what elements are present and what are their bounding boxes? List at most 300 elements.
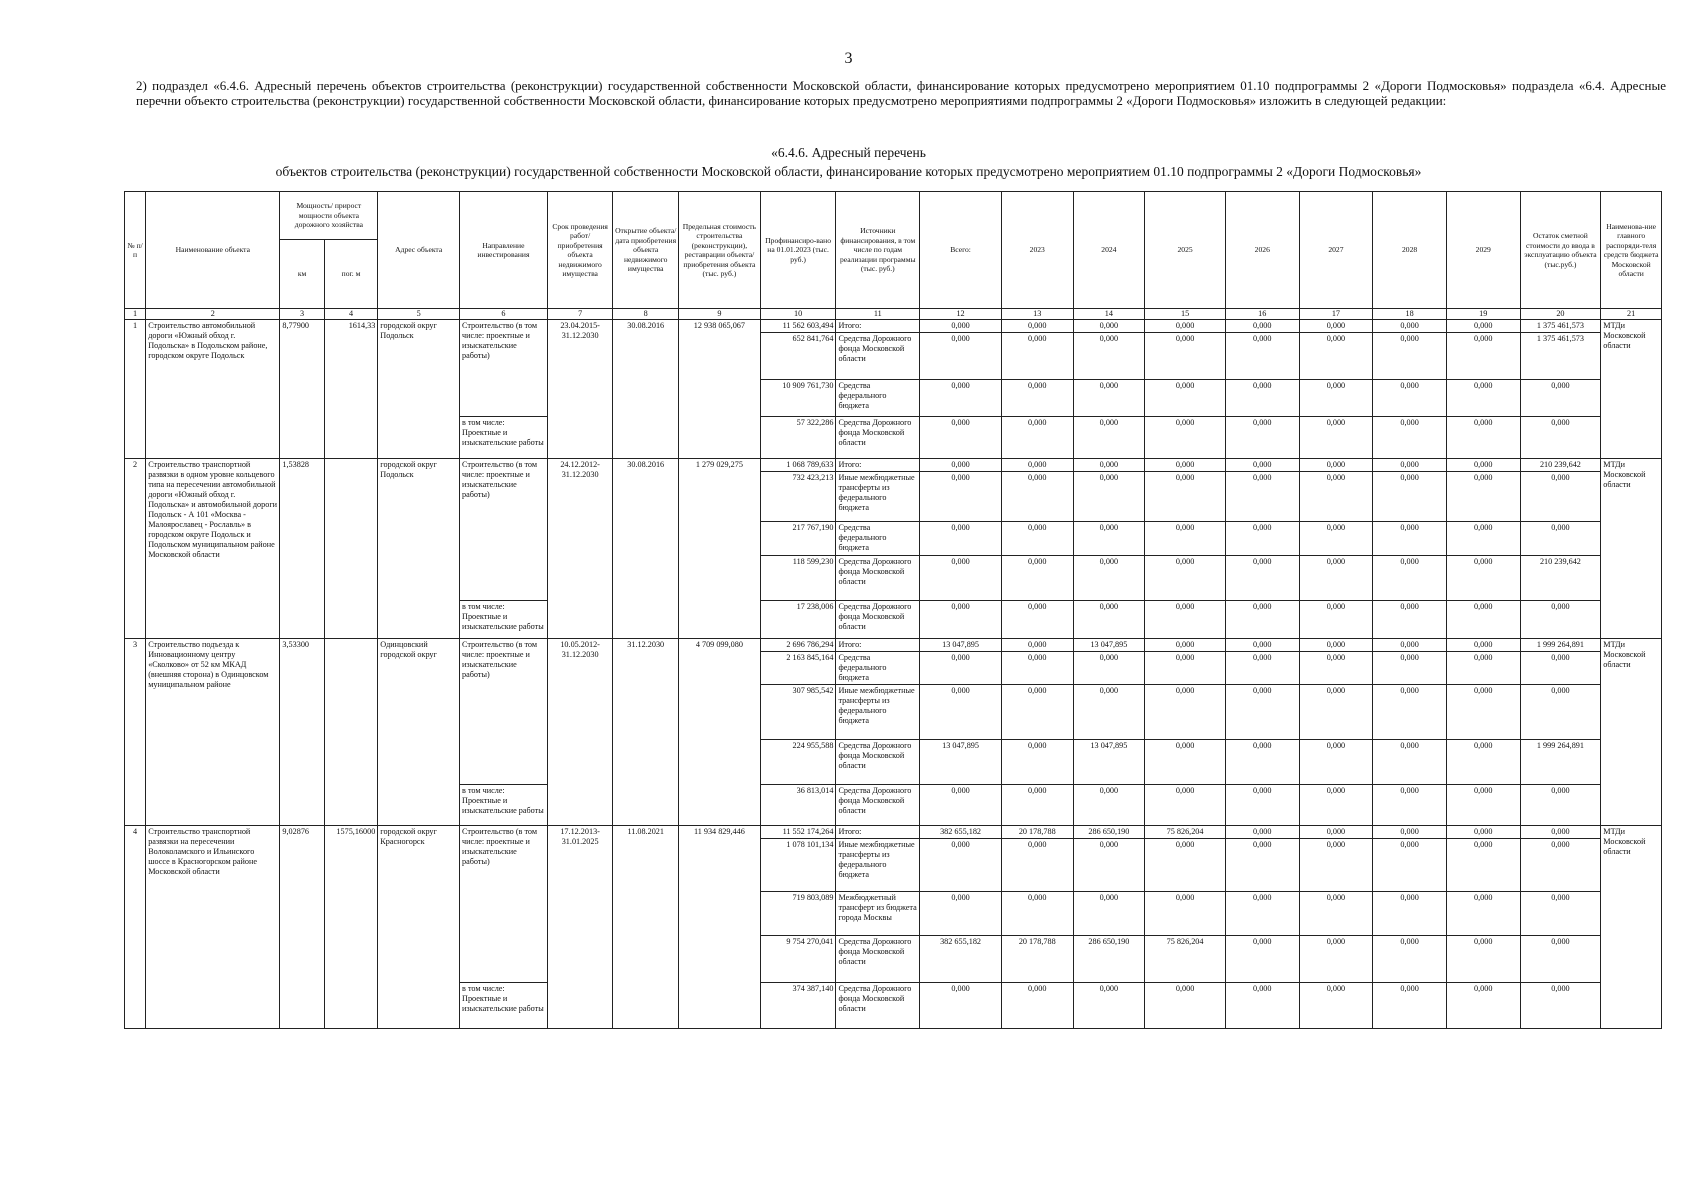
year-value: 0,000 <box>1073 472 1145 522</box>
object-km: 1,53828 <box>280 459 324 639</box>
header-2026: 2026 <box>1225 192 1299 309</box>
year-value: 0,000 <box>1299 839 1373 892</box>
financed-value: 17 238,006 <box>760 601 836 639</box>
object-number: 4 <box>125 826 146 1029</box>
year-value: 0,000 <box>1145 556 1226 601</box>
year-value: 0,000 <box>1001 522 1073 556</box>
year-value: 0,000 <box>1299 740 1373 785</box>
year-value: 0,000 <box>1373 472 1447 522</box>
year-value: 0,000 <box>1225 333 1299 380</box>
year-value: 0,000 <box>1446 380 1520 417</box>
year-value: 0,000 <box>1373 839 1447 892</box>
year-value: 13 047,895 <box>920 740 1002 785</box>
year-value: 0,000 <box>1446 333 1520 380</box>
year-value: 0,000 <box>1373 652 1447 685</box>
year-value: 0,000 <box>1145 740 1226 785</box>
financed-value: 118 599,230 <box>760 556 836 601</box>
financed-value: 11 562 603,494 <box>760 320 836 333</box>
column-number: 19 <box>1446 309 1520 320</box>
remainder-value: 0,000 <box>1520 417 1601 459</box>
column-number: 12 <box>920 309 1002 320</box>
object-direction: Строительство (в том числе: проектные и изыскательские работы) <box>460 459 548 601</box>
funding-source: Итого: <box>836 459 920 472</box>
year-value: 0,000 <box>1446 417 1520 459</box>
object-opening: 30.08.2016 <box>613 459 679 639</box>
table-row <box>125 639 1662 652</box>
funding-source: Итого: <box>836 826 920 839</box>
object-km: 9,02876 <box>280 826 324 1029</box>
column-number: 15 <box>1145 309 1226 320</box>
funding-source: Средства федерального бюджета <box>836 380 920 417</box>
column-number: 4 <box>324 309 378 320</box>
remainder-value: 1 999 264,891 <box>1520 639 1601 652</box>
year-value: 0,000 <box>1073 459 1145 472</box>
year-value: 0,000 <box>1373 601 1447 639</box>
header-2028: 2028 <box>1373 192 1447 309</box>
year-value: 0,000 <box>1373 320 1447 333</box>
header-financed: Профинансиро-вано на 01.01.2023 (тыс. руб.) <box>760 192 836 309</box>
page-number: 3 <box>844 50 853 67</box>
financed-value: 10 909 761,730 <box>760 380 836 417</box>
year-value: 0,000 <box>1299 459 1373 472</box>
table-row <box>125 826 1662 839</box>
header-2025: 2025 <box>1145 192 1226 309</box>
financed-value: 9 754 270,041 <box>760 936 836 983</box>
year-value: 0,000 <box>1225 685 1299 740</box>
column-number: 16 <box>1225 309 1299 320</box>
year-value: 0,000 <box>1145 320 1226 333</box>
financed-value: 224 955,588 <box>760 740 836 785</box>
object-manager: МТДи Московской области <box>1601 459 1662 639</box>
year-value: 0,000 <box>1373 639 1447 652</box>
header-total: Всего: <box>920 192 1002 309</box>
year-value: 0,000 <box>1145 333 1226 380</box>
year-value: 0,000 <box>1446 839 1520 892</box>
year-value: 0,000 <box>1299 417 1373 459</box>
remainder-value: 0,000 <box>1520 936 1601 983</box>
year-value: 0,000 <box>1299 333 1373 380</box>
header-num: № п/п <box>125 192 146 309</box>
object-opening: 30.08.2016 <box>613 320 679 459</box>
object-address: городской округ Красногорск <box>378 826 460 1029</box>
year-value: 0,000 <box>1373 556 1447 601</box>
year-value: 0,000 <box>1001 333 1073 380</box>
year-value: 0,000 <box>1073 320 1145 333</box>
header-remainder: Остаток сметной стоимости до ввода в эксплуатацию объекта (тыс.руб.) <box>1520 192 1601 309</box>
year-value: 0,000 <box>920 472 1002 522</box>
remainder-value: 0,000 <box>1520 685 1601 740</box>
year-value: 0,000 <box>1446 601 1520 639</box>
year-value: 0,000 <box>1073 685 1145 740</box>
year-value: 0,000 <box>1225 652 1299 685</box>
year-value: 0,000 <box>1145 459 1226 472</box>
financed-value: 307 985,542 <box>760 685 836 740</box>
year-value: 0,000 <box>920 320 1002 333</box>
object-cost: 4 709 099,080 <box>679 639 761 826</box>
funding-source: Средства федерального бюджета <box>836 652 920 685</box>
year-value: 0,000 <box>1001 685 1073 740</box>
year-value: 0,000 <box>1073 522 1145 556</box>
financed-value: 652 841,764 <box>760 333 836 380</box>
year-value: 0,000 <box>1446 685 1520 740</box>
year-value: 0,000 <box>920 785 1002 826</box>
object-sub-direction: в том числе: Проектные и изыскательские работы <box>460 983 548 1029</box>
financed-value: 2 163 845,164 <box>760 652 836 685</box>
year-value: 0,000 <box>1446 740 1520 785</box>
funding-source: Иные межбюджетные трансферты из федерального бюджета <box>836 839 920 892</box>
year-value: 0,000 <box>1001 380 1073 417</box>
year-value: 0,000 <box>1373 983 1447 1029</box>
header-pm: пог. м <box>324 240 378 309</box>
object-name: Строительство автомобильной дороги «Южный обход г. Подольска» в Подольском районе, городском округе Подольск <box>146 320 280 459</box>
year-value: 0,000 <box>1373 892 1447 936</box>
header-opening: Открытие объекта/ дата приобретения объекта недвижимого имущества <box>613 192 679 309</box>
year-value: 13 047,895 <box>1073 740 1145 785</box>
year-value: 0,000 <box>1299 652 1373 685</box>
year-value: 0,000 <box>1446 556 1520 601</box>
header-2024: 2024 <box>1073 192 1145 309</box>
year-value: 13 047,895 <box>920 639 1002 652</box>
header-capacity: Мощность/ прирост мощности объекта дорожного хозяйства <box>280 192 378 240</box>
column-number: 3 <box>280 309 324 320</box>
funding-source: Итого: <box>836 639 920 652</box>
object-direction: Строительство (в том числе: проектные и изыскательские работы) <box>460 826 548 983</box>
object-km: 3,53300 <box>280 639 324 826</box>
header-cost: Предельная стоимость строительства (реконструкции), реставрации объекта/ приобретения объекта (тыс. руб.) <box>679 192 761 309</box>
object-manager: МТДи Московской области <box>1601 639 1662 826</box>
remainder-value: 0,000 <box>1520 472 1601 522</box>
remainder-value: 210 239,642 <box>1520 459 1601 472</box>
year-value: 0,000 <box>1446 639 1520 652</box>
year-value: 0,000 <box>1145 785 1226 826</box>
year-value: 0,000 <box>1145 639 1226 652</box>
object-opening: 31.12.2030 <box>613 639 679 826</box>
year-value: 0,000 <box>1446 652 1520 685</box>
column-number: 10 <box>760 309 836 320</box>
funding-source: Средства Дорожного фонда Московской области <box>836 556 920 601</box>
year-value: 0,000 <box>920 459 1002 472</box>
column-number: 9 <box>679 309 761 320</box>
year-value: 0,000 <box>1001 652 1073 685</box>
year-value: 0,000 <box>1225 839 1299 892</box>
object-pm: 1575,16000 <box>324 826 378 1029</box>
year-value: 286 650,190 <box>1073 936 1145 983</box>
year-value: 0,000 <box>1225 380 1299 417</box>
object-name: Строительство подъезда к Инновационному центру «Сколково» от 52 км МКАД (внешняя сторона) в Одинцовском муниципальном районе <box>146 639 280 826</box>
year-value: 0,000 <box>1001 639 1073 652</box>
object-period: 24.12.2012-31.12.2030 <box>547 459 613 639</box>
year-value: 0,000 <box>1299 639 1373 652</box>
column-number: 8 <box>613 309 679 320</box>
table-row <box>125 459 1662 472</box>
year-value: 0,000 <box>1373 380 1447 417</box>
year-value: 0,000 <box>1145 380 1226 417</box>
year-value: 0,000 <box>1145 839 1226 892</box>
object-sub-direction: в том числе: Проектные и изыскательские работы <box>460 785 548 826</box>
remainder-value: 210 239,642 <box>1520 556 1601 601</box>
year-value: 0,000 <box>1446 826 1520 839</box>
column-number: 17 <box>1299 309 1373 320</box>
financed-value: 2 696 786,294 <box>760 639 836 652</box>
column-number: 21 <box>1601 309 1662 320</box>
remainder-value: 0,000 <box>1520 839 1601 892</box>
column-number: 14 <box>1073 309 1145 320</box>
year-value: 0,000 <box>1299 522 1373 556</box>
object-period: 23.04.2015-31.12.2030 <box>547 320 613 459</box>
funding-source: Иные межбюджетные трансферты из федерального бюджета <box>836 685 920 740</box>
year-value: 0,000 <box>1225 936 1299 983</box>
year-value: 0,000 <box>920 839 1002 892</box>
table-subtitle: объектов строительства (реконструкции) государственной собственности Московской области, финансирование которых предусмотрено мероприятием 01.10 подпрограммы 2 «Дороги Подмосковья» <box>275 164 1422 179</box>
column-number: 5 <box>378 309 460 320</box>
financed-value: 374 387,140 <box>760 983 836 1029</box>
remainder-value: 0,000 <box>1520 522 1601 556</box>
object-period: 17.12.2013-31.01.2025 <box>547 826 613 1029</box>
object-address: городской округ Подольск <box>378 320 460 459</box>
year-value: 13 047,895 <box>1073 639 1145 652</box>
year-value: 0,000 <box>920 556 1002 601</box>
year-value: 0,000 <box>1001 556 1073 601</box>
year-value: 0,000 <box>1001 472 1073 522</box>
object-number: 1 <box>125 320 146 459</box>
funding-source: Межбюджетный трансферт из бюджета города Москвы <box>836 892 920 936</box>
remainder-value: 0,000 <box>1520 601 1601 639</box>
header-2029: 2029 <box>1446 192 1520 309</box>
year-value: 0,000 <box>1073 652 1145 685</box>
year-value: 0,000 <box>1225 522 1299 556</box>
table-row <box>125 320 1662 333</box>
financed-value: 1 068 789,633 <box>760 459 836 472</box>
header-manager: Наименова-ние главного распоряди-теля средств бюджета Московской области <box>1601 192 1662 309</box>
column-number: 6 <box>460 309 548 320</box>
year-value: 382 655,182 <box>920 826 1002 839</box>
year-value: 0,000 <box>1225 601 1299 639</box>
year-value: 0,000 <box>1446 785 1520 826</box>
year-value: 0,000 <box>920 417 1002 459</box>
funding-source: Итого: <box>836 320 920 333</box>
year-value: 0,000 <box>1073 333 1145 380</box>
remainder-value: 0,000 <box>1520 380 1601 417</box>
year-value: 0,000 <box>1373 785 1447 826</box>
header-2023: 2023 <box>1001 192 1073 309</box>
year-value: 0,000 <box>1073 892 1145 936</box>
year-value: 286 650,190 <box>1073 826 1145 839</box>
year-value: 0,000 <box>1145 983 1226 1029</box>
column-number: 7 <box>547 309 613 320</box>
year-value: 0,000 <box>1299 320 1373 333</box>
year-value: 0,000 <box>1446 936 1520 983</box>
year-value: 0,000 <box>1299 892 1373 936</box>
year-value: 0,000 <box>1446 892 1520 936</box>
year-value: 0,000 <box>1225 740 1299 785</box>
year-value: 0,000 <box>1225 320 1299 333</box>
remainder-value: 1 375 461,573 <box>1520 320 1601 333</box>
column-number-row <box>125 309 1662 320</box>
year-value: 0,000 <box>1225 892 1299 936</box>
year-value: 0,000 <box>920 983 1002 1029</box>
remainder-value: 0,000 <box>1520 892 1601 936</box>
year-value: 0,000 <box>1446 472 1520 522</box>
funding-source: Средства Дорожного фонда Московской области <box>836 417 920 459</box>
year-value: 0,000 <box>1299 556 1373 601</box>
year-value: 0,000 <box>1373 522 1447 556</box>
intro-paragraph: 2) подраздел «6.4.6. Адресный перечень объектов строительства (реконструкции) государственной собственности Московской области, финансирование которых предусмотрено мероприятием 01.10 подпрограммы 2 «Дороги Подмосковья» подраздела «6.4. Адресные перечни объекто строительства (реконструкции) государственной собственности Московской области, финансирование которых предусмотрено мероприятиями подпрограммы 2 «Дороги Подмосковья» изложить в следующей редакции: <box>136 78 1666 108</box>
year-value: 0,000 <box>1373 740 1447 785</box>
funding-source: Средства Дорожного фонда Московской области <box>836 983 920 1029</box>
year-value: 0,000 <box>1373 333 1447 380</box>
year-value: 0,000 <box>1073 601 1145 639</box>
column-number: 2 <box>146 309 280 320</box>
header-2027: 2027 <box>1299 192 1373 309</box>
year-value: 0,000 <box>1145 892 1226 936</box>
year-value: 0,000 <box>1446 983 1520 1029</box>
year-value: 0,000 <box>920 685 1002 740</box>
object-pm <box>324 639 378 826</box>
year-value: 0,000 <box>1073 556 1145 601</box>
remainder-value: 0,000 <box>1520 785 1601 826</box>
object-opening: 11.08.2021 <box>613 826 679 1029</box>
year-value: 0,000 <box>1145 522 1226 556</box>
year-value: 0,000 <box>1225 556 1299 601</box>
year-value: 0,000 <box>1001 601 1073 639</box>
object-pm: 1614,33 <box>324 320 378 459</box>
year-value: 0,000 <box>1225 639 1299 652</box>
year-value: 0,000 <box>1225 785 1299 826</box>
year-value: 0,000 <box>920 522 1002 556</box>
object-cost: 11 934 829,446 <box>679 826 761 1029</box>
year-value: 0,000 <box>1145 685 1226 740</box>
year-value: 0,000 <box>1001 983 1073 1029</box>
object-period: 10.05.2012-31.12.2030 <box>547 639 613 826</box>
year-value: 75 826,204 <box>1145 936 1226 983</box>
object-cost: 1 279 029,275 <box>679 459 761 639</box>
year-value: 0,000 <box>1001 417 1073 459</box>
object-cost: 12 938 065,067 <box>679 320 761 459</box>
object-direction: Строительство (в том числе: проектные и изыскательские работы) <box>460 320 548 417</box>
remainder-value: 1 999 264,891 <box>1520 740 1601 785</box>
funding-source: Средства федерального бюджета <box>836 522 920 556</box>
funding-source: Средства Дорожного фонда Московской области <box>836 333 920 380</box>
financed-value: 1 078 101,134 <box>760 839 836 892</box>
header-period: Срок проведения работ/ приобретения объекта недвижимого имущества <box>547 192 613 309</box>
year-value: 0,000 <box>1446 459 1520 472</box>
funding-source: Средства Дорожного фонда Московской области <box>836 785 920 826</box>
year-value: 0,000 <box>1001 892 1073 936</box>
table-title: «6.4.6. Адресный перечень <box>771 145 926 160</box>
object-number: 2 <box>125 459 146 639</box>
funding-source: Средства Дорожного фонда Московской области <box>836 936 920 983</box>
funding-source: Средства Дорожного фонда Московской области <box>836 601 920 639</box>
year-value: 0,000 <box>1225 459 1299 472</box>
year-value: 0,000 <box>920 892 1002 936</box>
year-value: 0,000 <box>1073 785 1145 826</box>
year-value: 0,000 <box>1145 601 1226 639</box>
year-value: 0,000 <box>1373 826 1447 839</box>
header-address: Адрес объекта <box>378 192 460 309</box>
year-value: 0,000 <box>1145 472 1226 522</box>
financed-value: 719 803,089 <box>760 892 836 936</box>
column-number: 1 <box>125 309 146 320</box>
year-value: 0,000 <box>1001 785 1073 826</box>
financed-value: 217 767,190 <box>760 522 836 556</box>
header-name: Наименование объекта <box>146 192 280 309</box>
address-list-table <box>124 191 1662 1029</box>
year-value: 0,000 <box>1001 839 1073 892</box>
year-value: 0,000 <box>1225 826 1299 839</box>
object-manager: МТДи Московской области <box>1601 826 1662 1029</box>
header-sources: Источники финансирования, в том числе по годам реализации программы (тыс. руб.) <box>836 192 920 309</box>
year-value: 0,000 <box>1073 380 1145 417</box>
column-number: 20 <box>1520 309 1601 320</box>
object-pm <box>324 459 378 639</box>
object-sub-direction: в том числе: Проектные и изыскательские работы <box>460 601 548 639</box>
year-value: 0,000 <box>1446 522 1520 556</box>
column-number: 18 <box>1373 309 1447 320</box>
object-sub-direction: в том числе: Проектные и изыскательские работы <box>460 417 548 459</box>
year-value: 0,000 <box>1299 380 1373 417</box>
year-value: 0,000 <box>1299 936 1373 983</box>
year-value: 382 655,182 <box>920 936 1002 983</box>
financed-value: 57 322,286 <box>760 417 836 459</box>
year-value: 0,000 <box>1145 652 1226 685</box>
year-value: 0,000 <box>1225 417 1299 459</box>
financed-value: 36 813,014 <box>760 785 836 826</box>
funding-source: Иные межбюджетные трансферты из федерального бюджета <box>836 472 920 522</box>
year-value: 20 178,788 <box>1001 826 1073 839</box>
year-value: 0,000 <box>1299 601 1373 639</box>
financed-value: 11 552 174,264 <box>760 826 836 839</box>
year-value: 0,000 <box>920 333 1002 380</box>
financed-value: 732 423,213 <box>760 472 836 522</box>
year-value: 0,000 <box>1299 472 1373 522</box>
year-value: 0,000 <box>920 652 1002 685</box>
object-name: Строительство транспортной развязки в одном уровне кольцевого типа на пересечении автомобильной дороги «Южный обход г. Подольска» и автомобильной дороги Подольск - А 101 «Москва - Малоярославец - Рославль» в городском округе Подольск и Подольском муниципальном районе Московской области <box>146 459 280 639</box>
year-value: 0,000 <box>1073 417 1145 459</box>
year-value: 0,000 <box>920 380 1002 417</box>
year-value: 0,000 <box>1073 983 1145 1029</box>
object-manager: МТДи Московской области <box>1601 320 1662 459</box>
object-address: Одинцовский городской округ <box>378 639 460 826</box>
remainder-value: 0,000 <box>1520 826 1601 839</box>
year-value: 0,000 <box>1446 320 1520 333</box>
year-value: 75 826,204 <box>1145 826 1226 839</box>
header-direction: Направление инвестирования <box>460 192 548 309</box>
year-value: 0,000 <box>1299 826 1373 839</box>
year-value: 0,000 <box>1001 740 1073 785</box>
year-value: 0,000 <box>1373 936 1447 983</box>
year-value: 0,000 <box>1001 459 1073 472</box>
remainder-value: 0,000 <box>1520 983 1601 1029</box>
year-value: 0,000 <box>1073 839 1145 892</box>
year-value: 0,000 <box>920 601 1002 639</box>
remainder-value: 1 375 461,573 <box>1520 333 1601 380</box>
year-value: 0,000 <box>1373 459 1447 472</box>
object-address: городской округ Подольск <box>378 459 460 639</box>
year-value: 0,000 <box>1225 983 1299 1029</box>
object-direction: Строительство (в том числе: проектные и изыскательские работы) <box>460 639 548 785</box>
funding-source: Средства Дорожного фонда Московской области <box>836 740 920 785</box>
year-value: 0,000 <box>1145 417 1226 459</box>
year-value: 0,000 <box>1001 320 1073 333</box>
year-value: 0,000 <box>1299 983 1373 1029</box>
year-value: 0,000 <box>1225 472 1299 522</box>
header-km: км <box>280 240 324 309</box>
remainder-value: 0,000 <box>1520 652 1601 685</box>
object-name: Строительство транспортной развязки на пересечении Волоколамского и Ильинского шоссе в Красногорском районе Московской области <box>146 826 280 1029</box>
year-value: 0,000 <box>1373 417 1447 459</box>
year-value: 0,000 <box>1299 685 1373 740</box>
column-number: 11 <box>836 309 920 320</box>
